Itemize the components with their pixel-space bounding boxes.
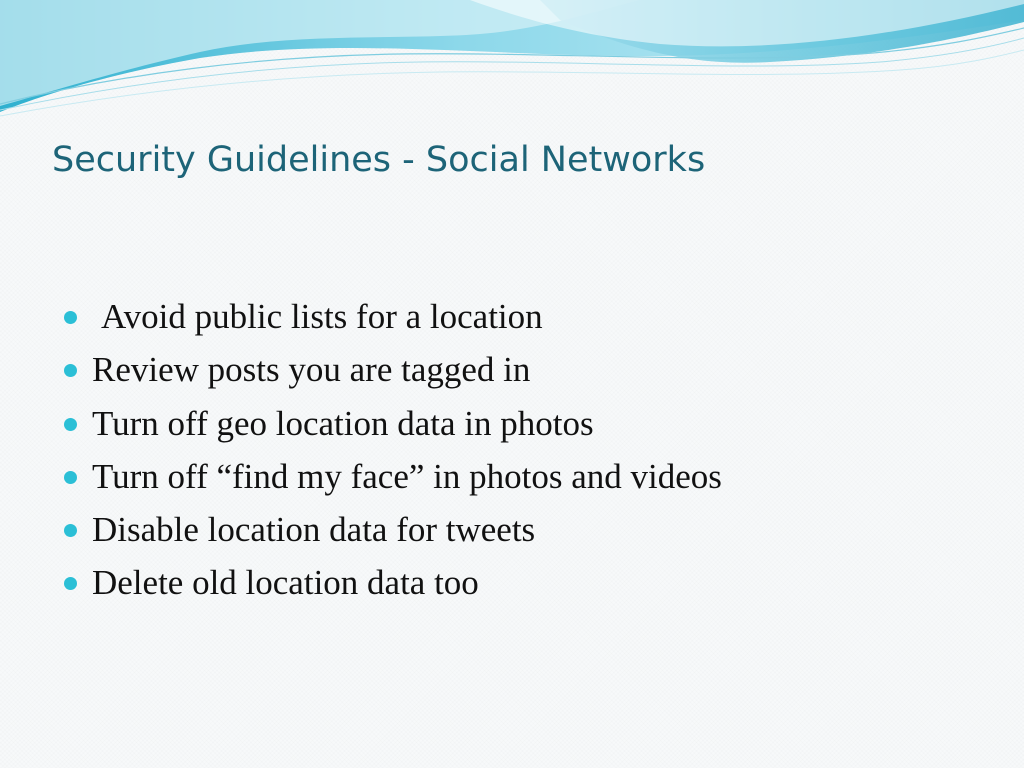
bullet-dot-icon (64, 364, 77, 377)
bullet-text: Turn off “find my face” in photos and videos (92, 456, 722, 496)
bullet-dot-icon (64, 311, 77, 324)
bullet-dot-icon (64, 577, 77, 590)
bullet-text: Disable location data for tweets (92, 510, 536, 550)
bullet-item (62, 397, 722, 450)
bullet-text: Delete old location data too (92, 563, 479, 603)
bullet-text: Turn off geo location data in photos (92, 403, 594, 443)
bullet-item (62, 290, 722, 343)
bullet-dot-icon (64, 524, 77, 537)
bullet-text: Review posts you are tagged in (92, 350, 531, 390)
bullet-text: Avoid public lists for a location (101, 297, 543, 336)
slide-title: Security Guidelines - Social Networks (52, 140, 706, 180)
bullet-item (62, 343, 722, 396)
bullet-item (62, 450, 722, 503)
bullet-dot-icon (64, 471, 77, 484)
wave-header-decoration (0, 0, 1024, 130)
bullet-dot-icon (64, 418, 77, 431)
bullet-list (62, 290, 722, 610)
bullet-item (62, 503, 722, 556)
bullet-item (62, 556, 722, 609)
